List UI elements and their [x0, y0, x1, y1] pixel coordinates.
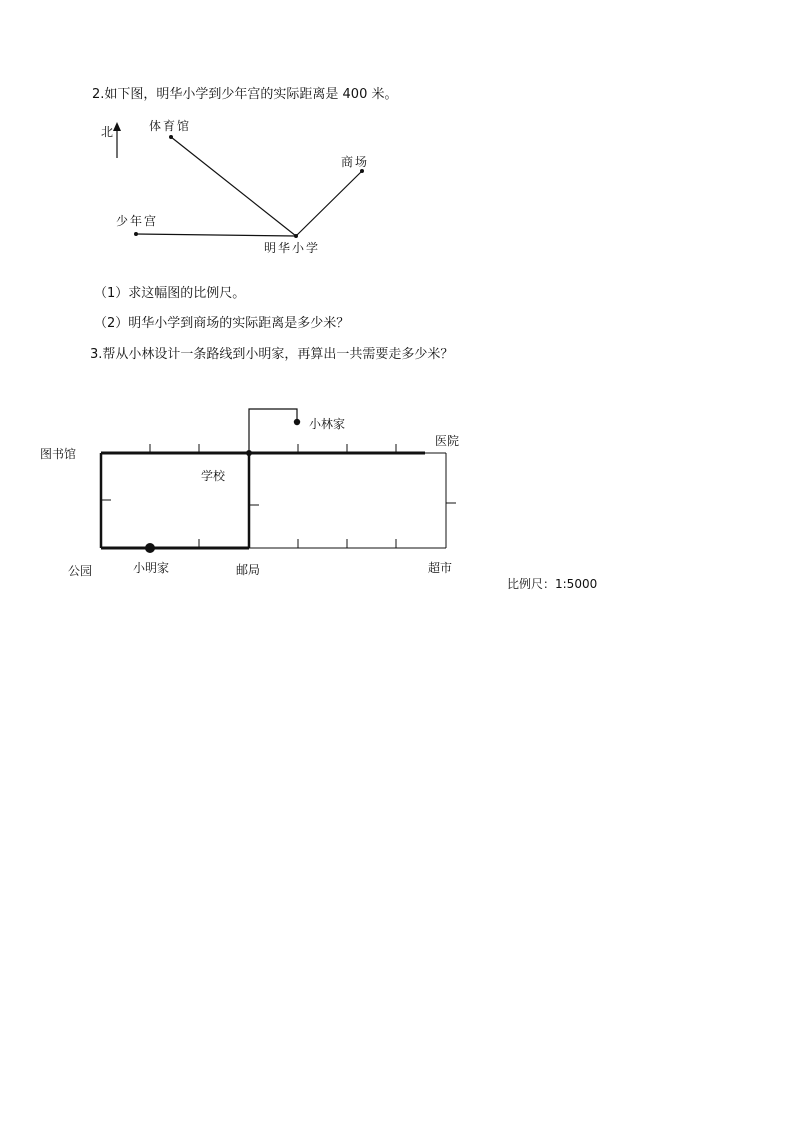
- label-mall: 商场: [341, 155, 370, 169]
- scale-label: 比例尺：1:5000: [507, 577, 598, 591]
- label-supermarket: 超市: [428, 561, 453, 575]
- label-hospital: 医院: [435, 434, 460, 448]
- north-label: 北: [101, 125, 114, 139]
- q2-sub2: （2）明华小学到商场的实际距离是多少米？: [94, 316, 350, 331]
- q2-prompt: 2.如下图，明华小学到少年宫的实际距离是 400 米。: [92, 87, 398, 102]
- point-xiaoming-home: [145, 543, 155, 553]
- label-post-office: 邮局: [236, 563, 261, 577]
- point-school-junction: [246, 450, 252, 456]
- label-school: 学校: [201, 469, 226, 483]
- label-xiaolin-home: 小林家: [309, 417, 346, 431]
- point-xiaolin-home: [294, 419, 300, 425]
- label-library: 图书馆: [40, 447, 77, 461]
- path-to-xiaolin-home: [249, 409, 297, 453]
- label-xiaoming-home: 小明家: [133, 561, 170, 575]
- label-gym: 体育馆: [149, 119, 192, 133]
- label-park: 公园: [68, 564, 93, 578]
- q3-prompt: 3.帮从小林设计一条路线到小明家，再算出一共需要走多少米？: [90, 347, 454, 362]
- label-school-mh: 明华小学: [264, 241, 321, 255]
- label-youth-palace: 少年宫: [116, 214, 159, 228]
- q2-sub1: （1）求这幅图的比例尺。: [94, 286, 246, 301]
